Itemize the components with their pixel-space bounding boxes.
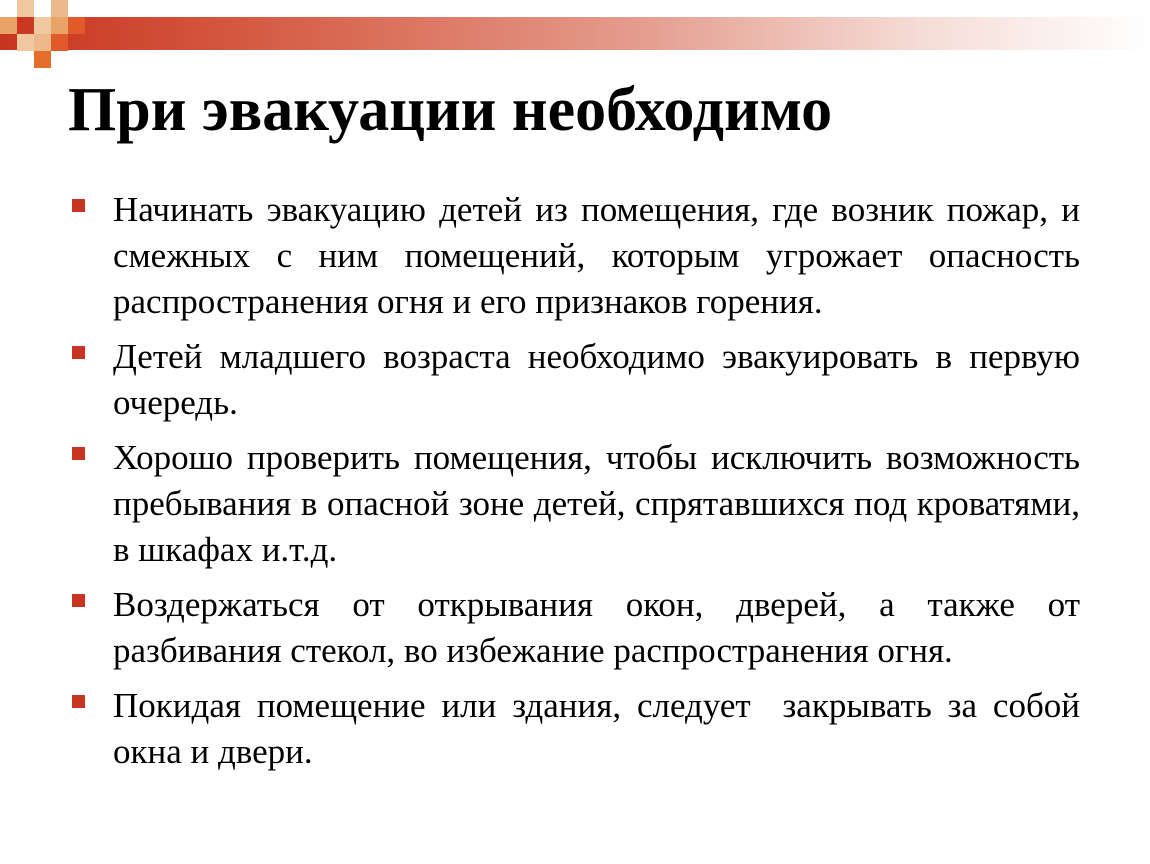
bullet-text: Начинать эвакуацию детей из помещения, где возник пожар, и смежных с ним помещений, которым угрожает опасность распространения огня и его признаков горения. — [113, 190, 1089, 321]
decor-square — [68, 17, 85, 34]
bullet-item — [72, 582, 1089, 674]
bullet-text: Хорошо проверить помещения, чтобы исключить возможность пребывания в опасной зоне детей, спрятавшихся под кроватями, в шкафах и.т.д. — [113, 438, 1089, 569]
decor-square — [17, 0, 34, 17]
bullet-item — [72, 683, 1089, 775]
slide-title: При эвакуации необходимо — [68, 76, 833, 144]
bullet-text: Покидая помещение или здания, следует закрывать за собой окна и двери. — [113, 686, 1089, 771]
bullet-list — [72, 187, 1089, 784]
bullet-text: Детей младшего возраста необходимо эвакуировать в первую очередь. — [113, 337, 1089, 422]
gradient-bar — [0, 17, 1150, 50]
decor-square — [51, 17, 68, 34]
bullet-text: Воздержаться от открывания окон, дверей, а также от разбивания стекол, во избежание распространения огня. — [113, 585, 1089, 670]
square-bullet-icon — [72, 346, 85, 359]
decor-square — [34, 51, 51, 68]
square-bullet-icon — [72, 594, 85, 607]
decor-square — [51, 0, 68, 17]
decor-square — [34, 17, 51, 34]
bullet-item — [72, 435, 1089, 573]
square-bullet-icon — [72, 199, 85, 212]
decor-square — [51, 34, 68, 51]
decor-square — [0, 17, 17, 34]
decor-square — [17, 34, 34, 51]
bullet-item — [72, 334, 1089, 426]
square-bullet-icon — [72, 695, 85, 708]
bullet-item — [72, 187, 1089, 325]
decor-square — [34, 34, 51, 51]
square-bullet-icon — [72, 447, 85, 460]
